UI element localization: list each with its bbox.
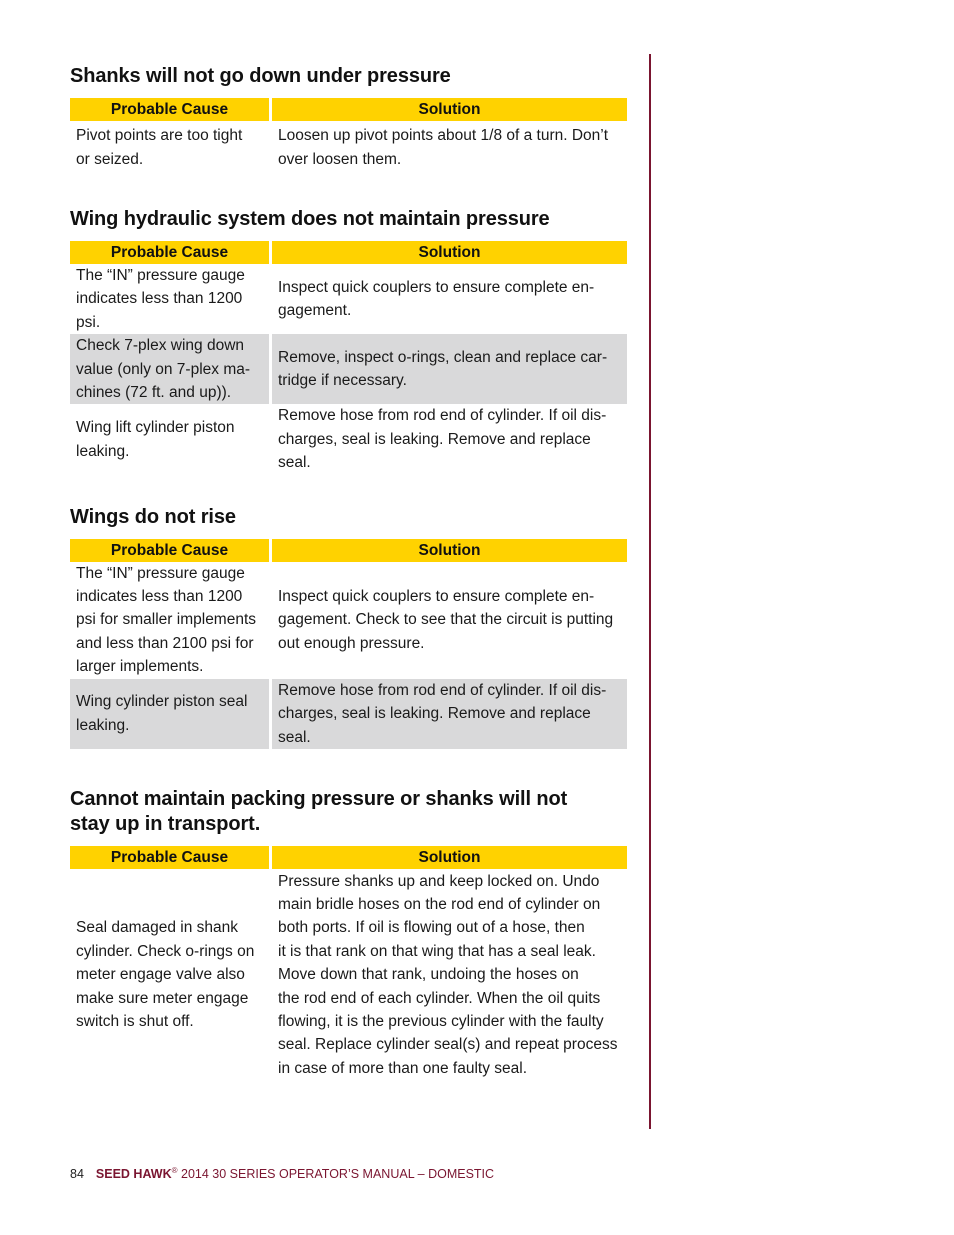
manual-title: 2014 30 SERIES OPERATOR’S MANUAL – DOMESTIC xyxy=(177,1167,495,1182)
header-probable-cause: Probable Cause xyxy=(70,539,272,562)
solution-cell: Inspect quick couplers to ensure complete en- gagement. Check to see that the circuit is putting out enough pressure. xyxy=(278,588,614,652)
table-row xyxy=(70,562,627,679)
header-solution: Solution xyxy=(272,98,627,121)
section-packing-pressure xyxy=(70,787,627,1081)
page-footer xyxy=(70,1162,494,1183)
table-row xyxy=(70,264,627,334)
section-wings-not-rise xyxy=(70,505,627,749)
troubleshooting-content xyxy=(70,64,627,1114)
table-row xyxy=(70,679,627,749)
header-probable-cause: Probable Cause xyxy=(70,846,272,869)
section-title: Wings do not rise xyxy=(70,505,236,528)
cause-cell: The “IN” pressure gauge indicates less than 1200 psi for smaller implements and less than 2100 psi for larger implements. xyxy=(70,562,272,679)
cause-cell: Check 7-plex wing down value (only on 7-plex ma- chines (72 ft. and up)). xyxy=(70,334,272,404)
section-shanks-not-down xyxy=(70,64,627,174)
section-title: Cannot maintain packing pressure or shanks will not stay up in transport. xyxy=(70,787,568,835)
solution-cell: Remove, inspect o-rings, clean and replace car- tridge if necessary. xyxy=(272,334,627,404)
cause-cell: Seal damaged in shank cylinder. Check o-rings on meter engage valve also make sure meter engage switch is shut off. xyxy=(70,869,272,1081)
cause-cell: Wing cylinder piston seal leaking. xyxy=(70,679,272,749)
troubleshooting-table xyxy=(70,539,627,749)
page-number: 84 xyxy=(70,1167,84,1182)
section-title: Shanks will not go down under pressure xyxy=(70,65,451,87)
cause-cell: The “IN” pressure gauge indicates less than 1200 psi. xyxy=(70,264,272,334)
header-solution: Solution xyxy=(272,846,627,869)
section-wing-hydraulic xyxy=(70,207,627,475)
troubleshooting-table xyxy=(70,846,627,1081)
header-probable-cause: Probable Cause xyxy=(70,98,272,121)
table-row xyxy=(70,121,627,174)
solution-cell: Remove hose from rod end of cylinder. If oil dis- charges, seal is leaking. Remove and replace seal. xyxy=(272,679,627,749)
registered-mark: ® xyxy=(171,1166,178,1175)
header-solution: Solution xyxy=(272,539,627,562)
header-probable-cause: Probable Cause xyxy=(70,241,272,264)
solution-cell: Remove hose from rod end of cylinder. If oil dis- charges, seal is leaking. Remove and replace seal. xyxy=(278,407,607,472)
cause-cell: Wing lift cylinder piston leaking. xyxy=(70,404,272,474)
header-solution: Solution xyxy=(272,241,627,264)
section-title: Wing hydraulic system does not maintain pressure xyxy=(70,208,550,230)
solution-cell: Loosen up pivot points about 1/8 of a turn. Don’t over loosen them. xyxy=(278,127,609,168)
solution-cell: Pressure shanks up and keep locked on. Undo main bridle hoses on the rod end of cylinder on both ports. If oil is flowing out of a hose, then it is that rank on that wing that has a seal leak. Move down that rank, undoing the hoses on the rod end of each cylinder. When the oil quits flowing, it is the previous cylinder with the faulty seal. Replace cylinder seal(s) and repeat process in case of more than one faulty seal. xyxy=(278,872,618,1077)
margin-rule xyxy=(649,54,651,1129)
brand-name: SEED HAWK xyxy=(95,1167,172,1182)
cause-cell: Pivot points are too tight or seized. xyxy=(70,121,272,174)
solution-cell: Inspect quick couplers to ensure complete en- gagement. xyxy=(278,278,595,320)
troubleshooting-table xyxy=(70,241,627,475)
table-row xyxy=(70,404,627,474)
table-row xyxy=(70,334,627,404)
table-row xyxy=(70,869,627,1081)
troubleshooting-table xyxy=(70,98,627,174)
